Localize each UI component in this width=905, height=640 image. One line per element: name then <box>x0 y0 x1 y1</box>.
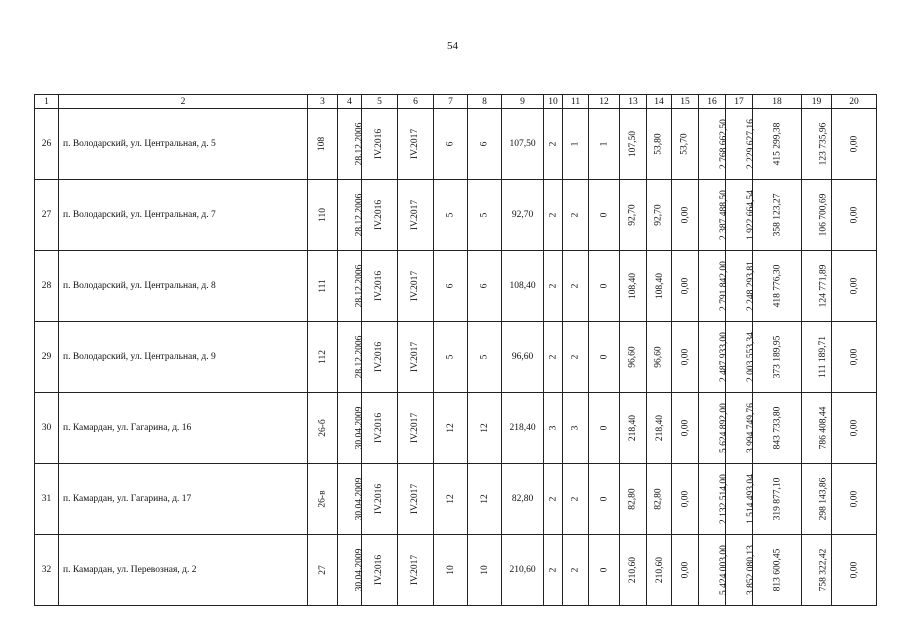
table-row <box>35 322 877 393</box>
cell-c15 <box>672 251 699 322</box>
cell-value: 110 <box>317 208 328 222</box>
cell-value: 6 <box>479 141 490 147</box>
cell-c20 <box>832 109 877 180</box>
cell-c9: 92,70 <box>502 180 544 251</box>
cell-value: 2 <box>548 283 558 289</box>
header-row <box>35 95 877 109</box>
cell-value: 2 387 488,50 <box>718 190 729 240</box>
cell-value: 107,50 <box>628 130 639 158</box>
cell-value: IV.2017 <box>410 554 421 586</box>
cell-c15 <box>672 393 699 464</box>
cell-value: IV.2016 <box>374 483 385 515</box>
cell-value: 5 <box>479 212 490 218</box>
cell-value: 12 <box>445 423 456 433</box>
cell-value: 218,40 <box>628 414 639 442</box>
cell-value: 6 <box>445 283 456 289</box>
cell-value: 0,00 <box>680 561 690 579</box>
cell-value: 1 <box>570 141 581 147</box>
cell-value: 358 123,27 <box>772 193 782 237</box>
cell-c12 <box>589 251 620 322</box>
cell-c10 <box>544 393 563 464</box>
cell-value: IV.2016 <box>374 128 385 160</box>
cell-c19 <box>802 464 832 535</box>
cell-c20 <box>832 464 877 535</box>
cell-value: 12 <box>479 494 490 504</box>
cell-value: 210,60 <box>655 556 666 584</box>
cell-value: 5 <box>445 354 456 360</box>
cell-c9: 210,60 <box>502 535 544 606</box>
cell-c3 <box>308 251 338 322</box>
cell-value: 96,60 <box>654 346 664 368</box>
column-header: 19 <box>802 95 832 109</box>
cell-value: 843 733,80 <box>772 406 782 450</box>
cell-c11 <box>563 464 589 535</box>
cell-value: 2 <box>570 496 581 502</box>
cell-value: IV.2016 <box>374 412 385 444</box>
cell-value: 813 600,45 <box>772 548 782 592</box>
cell-c19 <box>802 535 832 606</box>
cell-value: 3 994 749,76 <box>745 403 756 453</box>
cell-value: 108 <box>317 136 328 152</box>
cell-c15 <box>672 180 699 251</box>
cell-c5 <box>362 109 398 180</box>
cell-c8 <box>468 535 502 606</box>
cell-value: 112 <box>317 350 328 364</box>
table-row <box>35 109 877 180</box>
cell-value: 5 424 003,00 <box>718 545 729 595</box>
resettlement-table <box>34 94 877 606</box>
cell-value: IV.2017 <box>410 483 421 515</box>
cell-value: 96,60 <box>628 346 638 368</box>
cell-num: 28 <box>35 251 59 322</box>
cell-value: IV.2017 <box>410 128 421 160</box>
cell-address: п. Володарский, ул. Центральная, д. 5 <box>59 109 308 180</box>
cell-c3 <box>308 393 338 464</box>
column-header: 13 <box>620 95 647 109</box>
cell-value: IV.2017 <box>410 270 421 302</box>
cell-c14 <box>647 322 672 393</box>
cell-value: 418 776,30 <box>772 264 782 308</box>
cell-value: 53,70 <box>680 133 690 155</box>
cell-c10 <box>544 251 563 322</box>
cell-value: 123 735,96 <box>818 122 829 166</box>
cell-value: 2 229 627,16 <box>745 119 756 169</box>
cell-c18 <box>753 322 802 393</box>
table-row <box>35 464 877 535</box>
cell-value: 0 <box>599 567 609 573</box>
cell-value: 2 <box>570 354 581 360</box>
cell-c10 <box>544 180 563 251</box>
cell-value: 758 322,42 <box>818 548 829 592</box>
cell-c5 <box>362 180 398 251</box>
cell-c20 <box>832 322 877 393</box>
cell-c6 <box>398 535 434 606</box>
cell-value: 5 624 892,00 <box>718 403 729 453</box>
cell-value: 2 <box>548 354 558 360</box>
cell-value: 27 <box>317 565 328 575</box>
cell-value: 0 <box>599 354 609 360</box>
cell-c5 <box>362 393 398 464</box>
cell-value: 210,60 <box>628 556 639 584</box>
cell-c14 <box>647 109 672 180</box>
cell-c5 <box>362 464 398 535</box>
column-header: 4 <box>338 95 362 109</box>
cell-value: 2 768 662,50 <box>718 119 729 169</box>
cell-c13 <box>620 251 647 322</box>
cell-value: 124 771,89 <box>818 264 829 308</box>
cell-c12 <box>589 535 620 606</box>
cell-c8 <box>468 322 502 393</box>
cell-value: 0 <box>599 425 609 431</box>
cell-c11 <box>563 535 589 606</box>
cell-c3 <box>308 322 338 393</box>
table-row <box>35 180 877 251</box>
cell-c7 <box>434 109 468 180</box>
cell-c3 <box>308 535 338 606</box>
cell-c4 <box>338 535 365 606</box>
cell-value: 6 <box>479 283 490 289</box>
cell-value: 82,80 <box>654 488 664 510</box>
cell-value: 3 852 080,13 <box>745 545 756 595</box>
cell-num: 29 <box>35 322 59 393</box>
cell-c7 <box>434 464 468 535</box>
cell-value: 0,00 <box>680 206 690 224</box>
cell-value: 1 514 493,04 <box>745 474 756 524</box>
cell-value: 5 <box>445 212 456 218</box>
cell-c20 <box>832 535 877 606</box>
cell-value: 0,00 <box>680 419 690 437</box>
cell-value: 0,00 <box>849 419 859 437</box>
cell-value: 2 <box>570 567 581 573</box>
column-header: 12 <box>589 95 620 109</box>
cell-address: п. Володарский, ул. Центральная, д. 9 <box>59 322 308 393</box>
cell-c8 <box>468 393 502 464</box>
cell-c20 <box>832 393 877 464</box>
cell-c16 <box>699 322 729 393</box>
cell-c19 <box>802 180 832 251</box>
cell-value: IV.2016 <box>374 554 385 586</box>
cell-c11 <box>563 109 589 180</box>
cell-c19 <box>802 322 832 393</box>
cell-c11 <box>563 393 589 464</box>
cell-value: 2 487 933,00 <box>718 332 729 382</box>
cell-c14 <box>647 535 672 606</box>
cell-c13 <box>620 109 647 180</box>
cell-value: 2 <box>570 212 581 218</box>
cell-c20 <box>832 251 877 322</box>
cell-c9: 96,60 <box>502 322 544 393</box>
cell-c17 <box>726 109 756 180</box>
cell-c3 <box>308 464 338 535</box>
cell-c13 <box>620 535 647 606</box>
cell-value: IV.2016 <box>374 199 385 231</box>
cell-value: 0,00 <box>849 206 859 224</box>
cell-value: 218,40 <box>655 414 666 442</box>
cell-c12 <box>589 322 620 393</box>
cell-c16 <box>699 180 729 251</box>
cell-c8 <box>468 464 502 535</box>
cell-c14 <box>647 464 672 535</box>
column-header: 20 <box>832 95 877 109</box>
cell-value: 6 <box>445 141 456 147</box>
cell-c4 <box>338 109 365 180</box>
cell-c17 <box>726 535 756 606</box>
cell-value: 28.12.2006 <box>354 335 365 379</box>
cell-c4 <box>338 464 365 535</box>
column-header: 17 <box>726 95 753 109</box>
cell-value: 12 <box>445 494 456 504</box>
cell-c17 <box>726 180 756 251</box>
cell-value: 0 <box>599 496 609 502</box>
cell-c6 <box>398 251 434 322</box>
cell-c3 <box>308 109 338 180</box>
cell-value: 92,70 <box>628 204 638 226</box>
cell-value: IV.2017 <box>410 412 421 444</box>
cell-c6 <box>398 109 434 180</box>
column-header: 14 <box>647 95 672 109</box>
cell-c3 <box>308 180 338 251</box>
cell-value: 10 <box>479 565 490 575</box>
cell-address: п. Володарский, ул. Центральная, д. 8 <box>59 251 308 322</box>
cell-value: 108,40 <box>655 272 666 300</box>
cell-value: 28.12.2006 <box>354 122 365 166</box>
cell-value: 26-б <box>317 419 328 437</box>
cell-num: 26 <box>35 109 59 180</box>
cell-value: 2 <box>548 496 558 502</box>
cell-value: 319 877,10 <box>772 477 782 521</box>
cell-address: п. Камардан, ул. Гагарина, д. 16 <box>59 393 308 464</box>
cell-c6 <box>398 464 434 535</box>
column-header: 18 <box>753 95 802 109</box>
cell-value: 0,00 <box>849 348 859 366</box>
cell-c8 <box>468 180 502 251</box>
cell-value: 0,00 <box>849 561 859 579</box>
cell-c14 <box>647 393 672 464</box>
cell-c8 <box>468 109 502 180</box>
cell-address: п. Камардан, ул. Гагарина, д. 17 <box>59 464 308 535</box>
cell-num: 32 <box>35 535 59 606</box>
cell-c7 <box>434 322 468 393</box>
cell-value: 106 700,69 <box>818 193 829 237</box>
cell-value: 82,80 <box>628 488 638 510</box>
cell-num: 31 <box>35 464 59 535</box>
cell-c15 <box>672 109 699 180</box>
cell-value: 2 <box>548 567 558 573</box>
cell-value: 26-в <box>317 490 328 508</box>
cell-c16 <box>699 393 729 464</box>
column-header: 7 <box>434 95 468 109</box>
cell-c4 <box>338 322 365 393</box>
cell-value: 3 <box>570 425 581 431</box>
cell-value: 0,00 <box>680 348 690 366</box>
cell-c19 <box>802 251 832 322</box>
cell-value: 2 248 293,81 <box>745 261 756 311</box>
cell-value: 111 <box>317 279 328 293</box>
cell-c7 <box>434 393 468 464</box>
column-header: 10 <box>544 95 563 109</box>
cell-value: 2 132 514,00 <box>718 474 729 524</box>
cell-c12 <box>589 180 620 251</box>
cell-c18 <box>753 535 802 606</box>
cell-c16 <box>699 535 729 606</box>
cell-c16 <box>699 464 729 535</box>
cell-value: IV.2016 <box>374 341 385 373</box>
cell-c11 <box>563 322 589 393</box>
column-header: 3 <box>308 95 338 109</box>
cell-value: 28.12.2006 <box>354 193 365 237</box>
cell-address: п. Володарский, ул. Центральная, д. 7 <box>59 180 308 251</box>
cell-c10 <box>544 322 563 393</box>
cell-c11 <box>563 251 589 322</box>
cell-c7 <box>434 535 468 606</box>
cell-c19 <box>802 393 832 464</box>
cell-c12 <box>589 393 620 464</box>
cell-c10 <box>544 535 563 606</box>
cell-value: 3 <box>548 425 558 431</box>
cell-c18 <box>753 251 802 322</box>
cell-c4 <box>338 251 365 322</box>
cell-value: 2 <box>548 212 558 218</box>
cell-c17 <box>726 393 756 464</box>
cell-value: 415 299,38 <box>772 122 782 166</box>
cell-c17 <box>726 251 756 322</box>
cell-value: 53,80 <box>654 133 664 155</box>
column-header: 15 <box>672 95 699 109</box>
cell-c15 <box>672 322 699 393</box>
cell-c7 <box>434 251 468 322</box>
cell-c5 <box>362 535 398 606</box>
cell-c19 <box>802 109 832 180</box>
cell-c5 <box>362 322 398 393</box>
cell-c13 <box>620 393 647 464</box>
cell-value: 2 <box>548 141 558 147</box>
cell-value: 30.04.2009 <box>354 477 365 521</box>
column-header: 6 <box>398 95 434 109</box>
cell-value: 0 <box>599 283 609 289</box>
cell-value: 108,40 <box>628 272 639 300</box>
cell-c17 <box>726 464 756 535</box>
column-header: 11 <box>563 95 589 109</box>
cell-c9: 82,80 <box>502 464 544 535</box>
table-row <box>35 251 877 322</box>
cell-c12 <box>589 464 620 535</box>
column-header: 9 <box>502 95 544 109</box>
cell-c15 <box>672 535 699 606</box>
cell-value: 373 189,95 <box>772 335 782 379</box>
cell-value: 0,00 <box>849 490 859 508</box>
cell-c7 <box>434 180 468 251</box>
cell-c12 <box>589 109 620 180</box>
cell-c10 <box>544 464 563 535</box>
cell-value: 0,00 <box>849 277 859 295</box>
column-header: 5 <box>362 95 398 109</box>
table-row <box>35 393 877 464</box>
cell-c5 <box>362 251 398 322</box>
cell-value: IV.2016 <box>374 270 385 302</box>
cell-c9: 218,40 <box>502 393 544 464</box>
cell-value: 28.12.2006 <box>354 264 365 308</box>
cell-c18 <box>753 393 802 464</box>
cell-c15 <box>672 464 699 535</box>
cell-c14 <box>647 180 672 251</box>
cell-value: IV.2017 <box>410 199 421 231</box>
cell-value: 0,00 <box>680 277 690 295</box>
cell-value: 2 791 842,00 <box>718 261 729 311</box>
column-header: 2 <box>59 95 308 109</box>
cell-value: 92,70 <box>654 204 664 226</box>
cell-c18 <box>753 464 802 535</box>
cell-c17 <box>726 322 756 393</box>
cell-value: 2 <box>570 283 581 289</box>
cell-num: 27 <box>35 180 59 251</box>
column-header: 8 <box>468 95 502 109</box>
cell-c20 <box>832 180 877 251</box>
cell-c18 <box>753 180 802 251</box>
cell-c13 <box>620 180 647 251</box>
cell-value: 1 <box>599 141 609 147</box>
cell-c8 <box>468 251 502 322</box>
cell-c14 <box>647 251 672 322</box>
cell-c16 <box>699 109 729 180</box>
cell-c6 <box>398 322 434 393</box>
cell-c6 <box>398 180 434 251</box>
cell-c4 <box>338 180 365 251</box>
cell-value: 0,00 <box>680 490 690 508</box>
cell-value: 1 922 664,54 <box>745 190 756 240</box>
cell-c13 <box>620 322 647 393</box>
cell-value: 12 <box>479 423 490 433</box>
column-header: 1 <box>35 95 59 109</box>
cell-value: IV.2017 <box>410 341 421 373</box>
cell-c18 <box>753 109 802 180</box>
cell-value: 30.04.2009 <box>354 406 365 450</box>
table-row <box>35 535 877 606</box>
cell-value: 2 003 553,34 <box>745 332 756 382</box>
cell-value: 0,00 <box>849 135 859 153</box>
cell-c9: 108,40 <box>502 251 544 322</box>
cell-c4 <box>338 393 365 464</box>
cell-address: п. Камардан, ул. Перевозная, д. 2 <box>59 535 308 606</box>
cell-value: 10 <box>445 565 456 575</box>
cell-value: 298 143,86 <box>818 477 829 521</box>
cell-value: 786 408,44 <box>818 406 829 450</box>
cell-value: 30.04.2009 <box>354 548 365 592</box>
cell-c6 <box>398 393 434 464</box>
cell-c11 <box>563 180 589 251</box>
column-header: 16 <box>699 95 726 109</box>
cell-c9: 107,50 <box>502 109 544 180</box>
cell-value: 0 <box>599 212 609 218</box>
cell-c13 <box>620 464 647 535</box>
cell-c16 <box>699 251 729 322</box>
cell-num: 30 <box>35 393 59 464</box>
cell-value: 5 <box>479 354 490 360</box>
page-number: 54 <box>447 40 458 52</box>
cell-value: 111 189,71 <box>818 335 829 379</box>
cell-c10 <box>544 109 563 180</box>
